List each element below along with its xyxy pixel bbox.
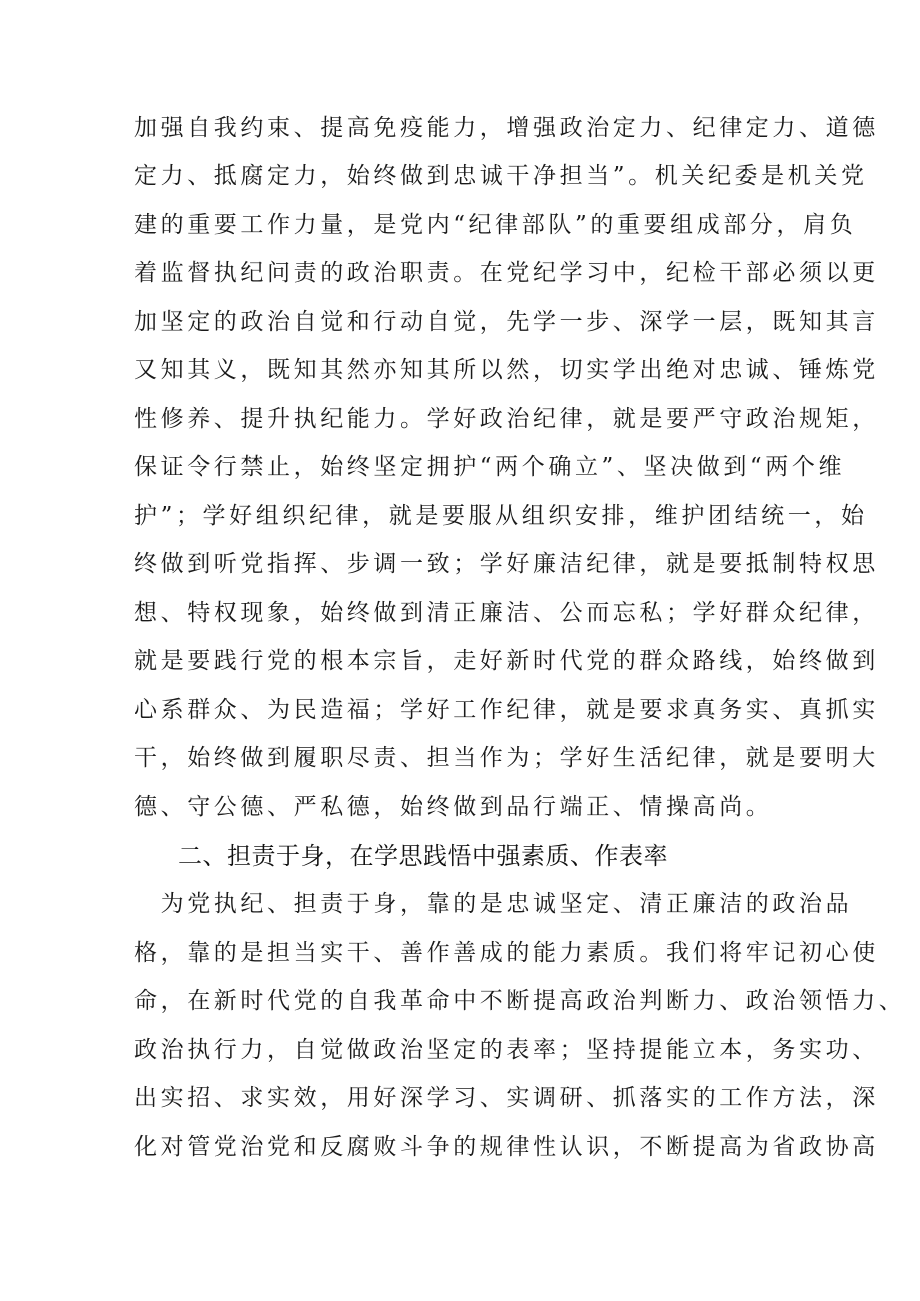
text-line: 又知其义，既知其然亦知其所以然，切实学出绝对忠诚、锤炼党	[134, 357, 879, 383]
text-line: 就是要践行党的根本宗旨，走好新时代党的群众路线，始终做到	[134, 648, 879, 674]
text-line: 为党执纪、担责于身，靠的是忠诚坚定、清正廉洁的政治品	[134, 891, 853, 917]
text-line: 护”；学好组织纪律，就是要服从组织安排，维护团结统一，始	[134, 503, 868, 529]
text-line: 着监督执纪问责的政治职责。在党纪学习中，纪检干部必须以更	[134, 260, 879, 286]
text-line: 德、守公德、严私德，始终做到品行端正、情操高尚。	[134, 794, 773, 820]
text-line: 定力、抵腐定力，始终做到忠诚干净担当”。机关纪委是机关党	[134, 163, 868, 189]
text-line: 终做到听党指挥、步调一致；学好廉洁纪律，就是要抵制特权思	[134, 551, 879, 577]
text-line: 政治执行力，自觉做政治坚定的表率；坚持提能立本，务实功、	[134, 1037, 879, 1063]
text-line: 加坚定的政治自觉和行动自觉，先学一步、深学一层，既知其言	[134, 309, 879, 335]
text-line: 想、特权现象，始终做到清正廉洁、公而忘私；学好群众纪律，	[134, 600, 879, 626]
text-line: 化对管党治党和反腐败斗争的规律性认识，不断提高为省政协高	[134, 1134, 879, 1160]
section-heading: 二、担责于身，在学思践悟中强素质、作表率	[178, 842, 668, 870]
text-line: 保证令行禁止，始终坚定拥护“两个确立”、坚决做到“两个维	[134, 454, 846, 480]
text-line: 建的重要工作力量，是党内“纪律部队”的重要组成部分，肩负	[134, 212, 857, 238]
text-line: 心系群众、为民造福；学好工作纪律，就是要求真务实、真抓实	[134, 697, 879, 723]
text-line: 命，在新时代党的自我革命中不断提高政治判断力、政治领悟力、	[134, 988, 906, 1014]
text-line: 加强自我约束、提高免疫能力，增强政治定力、纪律定力、道德	[134, 115, 879, 141]
text-line: 干，始终做到履职尽责、担当作为；学好生活纪律，就是要明大	[134, 745, 879, 771]
text-line: 格，靠的是担当实干、善作善成的能力素质。我们将牢记初心使	[134, 940, 879, 966]
text-line: 性修养、提升执纪能力。学好政治纪律，就是要严守政治规矩，	[134, 406, 879, 432]
text-line: 出实招、求实效，用好深学习、实调研、抓落实的工作方法，深	[134, 1085, 879, 1111]
